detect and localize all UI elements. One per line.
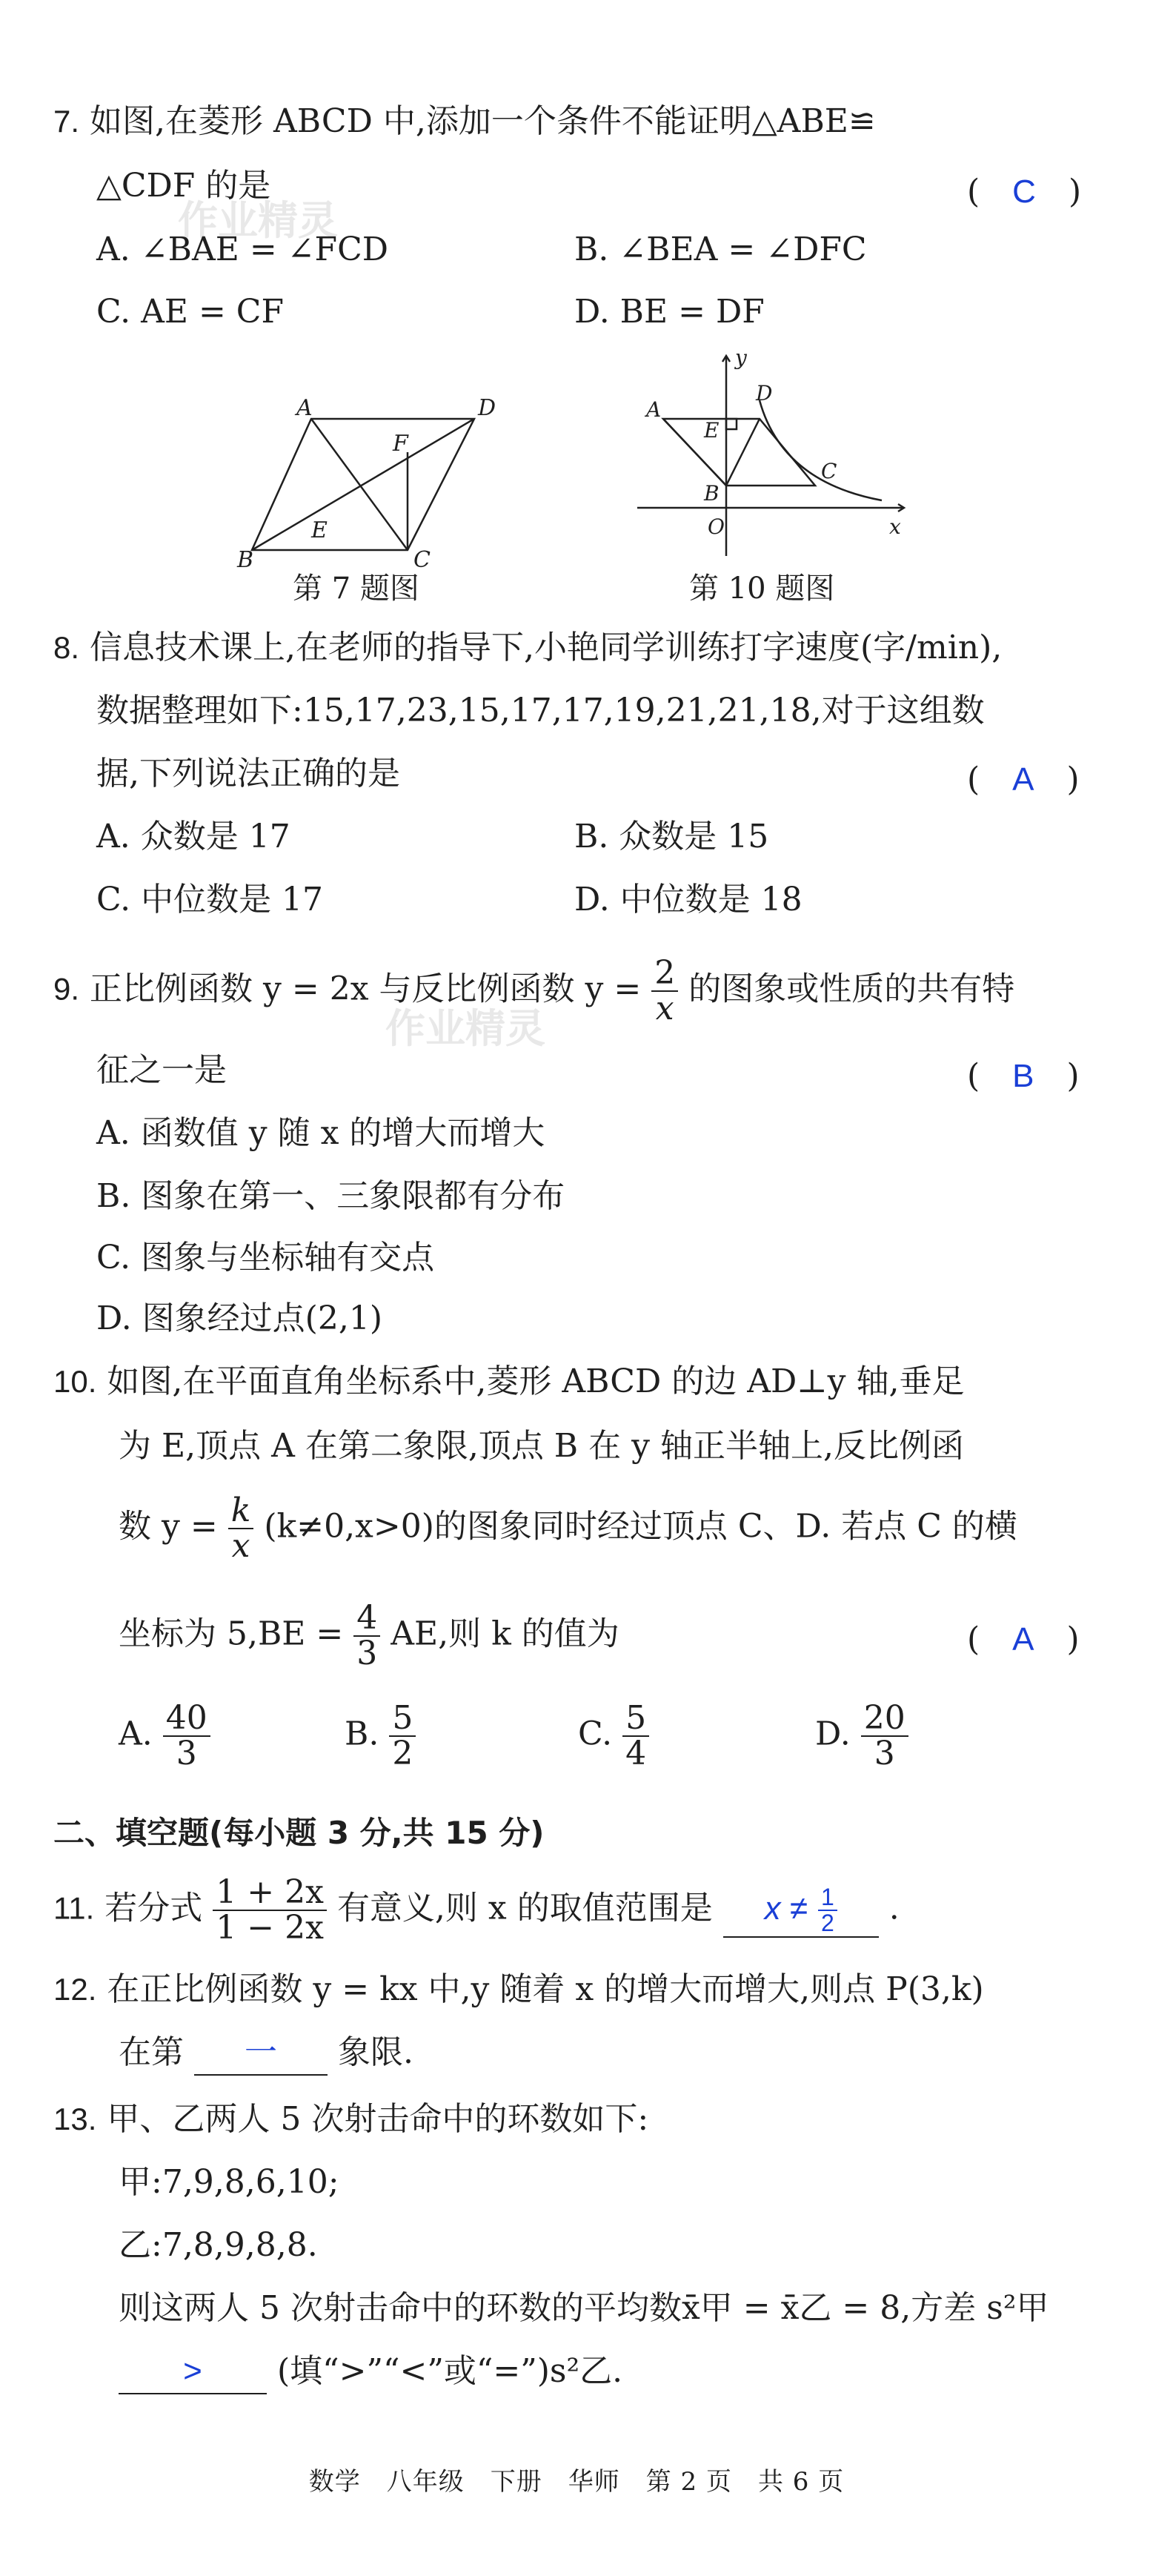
question-text: AE,则 k 的值为: [391, 1615, 619, 1653]
label-a: A: [296, 395, 313, 421]
question-text: 征之一是: [96, 1051, 227, 1089]
watermark: 作业精灵: [385, 1005, 545, 1052]
option-d: D. BE = DF: [574, 293, 765, 331]
question-text: (填“>”“<”或“=”)s²乙.: [277, 2352, 623, 2390]
label-b: B: [237, 547, 254, 573]
option-a: A. 函数值 y 随 x 的增大而增大: [96, 1114, 545, 1152]
question-text: 正比例函数 y = 2x 与反比例函数 y =: [90, 970, 642, 1008]
fraction: $\frac{1 + 2x}{1 - 2x}$: [213, 1875, 327, 1945]
question-number: 11.: [53, 1890, 95, 1926]
answer-bracket: ( B ): [967, 1057, 1080, 1095]
question-text: 有意义,则 x 的取值范围是: [336, 1889, 713, 1927]
figure-7-caption: 第 7 题图: [293, 572, 419, 606]
option-a: A. $\frac{40}{3}$: [119, 1701, 210, 1771]
watermark: 作业精灵: [178, 197, 338, 244]
question-text: 据,下列说法正确的是: [96, 755, 400, 792]
label-b: B: [704, 481, 720, 506]
question-text: 在正比例函数 y = kx 中,y 随着 x 的增大而增大,则点 P(3,k): [107, 1970, 984, 2008]
question-text: (k≠0,x>0)的图象同时经过顶点 C、D. 若点 C 的横: [264, 1507, 1017, 1546]
answer-bracket: ( C ): [967, 173, 1082, 211]
question-text: 甲、乙两人 5 次射击命中的环数如下:: [107, 2100, 649, 2138]
label-d: D: [478, 395, 496, 421]
label-c: C: [821, 459, 837, 483]
answer-blank: [723, 1885, 879, 1938]
data-row-yi: 乙:7,8,9,8,8.: [119, 2226, 318, 2264]
option-c: C. $\frac{5}{4}$: [578, 1701, 649, 1771]
answer-blank: [194, 2031, 328, 2076]
answer-text: B: [1012, 1058, 1034, 1094]
answer-bracket: ( A ): [967, 761, 1080, 798]
question-number: 8.: [53, 630, 80, 665]
figure-10-coordinate: [630, 348, 926, 563]
question-number: 12.: [53, 1972, 97, 2007]
option-c: C. 图象与坐标轴有交点: [96, 1239, 435, 1277]
answer-text: x ≠: [764, 1890, 808, 1927]
answer-blank: [119, 2350, 267, 2394]
question-text: 在第: [119, 2033, 184, 2071]
question-text: 如图,在平面直角坐标系中,菱形 ABCD 的边 AD⊥y 轴,垂足: [107, 1363, 965, 1400]
section-title: 二、填空题(每小题 3 分,共 15 分): [53, 1815, 545, 1851]
option-b: B. 图象在第一、三象限都有分布: [96, 1177, 565, 1215]
question-text: 为 E,顶点 A 在第二象限,顶点 B 在 y 轴正半轴上,反比例函: [119, 1427, 964, 1465]
option-a: A. 众数是 17: [96, 818, 290, 855]
question-text: 信息技术课上,在老师的指导下,小艳同学训练打字速度(字/min),: [90, 629, 1003, 666]
label-o: O: [708, 514, 725, 539]
question-text: 则这两人 5 次射击命中的环数的平均数x̄甲 = x̄乙 = 8,方差 s²甲: [119, 2289, 1049, 2327]
figure-10-caption: 第 10 题图: [689, 572, 835, 606]
option-b: B. $\frac{5}{2}$: [345, 1701, 416, 1771]
answer-text: A: [1012, 1621, 1034, 1658]
label-d: D: [756, 381, 773, 405]
label-x: x: [889, 514, 901, 539]
answer-text: C: [1012, 173, 1036, 210]
question-number: 7.: [53, 104, 80, 139]
fraction: $\frac{2}{x}$: [651, 956, 678, 1026]
label-c: C: [413, 547, 431, 573]
fraction: $\frac{4}{3}$: [353, 1601, 380, 1671]
fraction: $\frac{k}{x}$: [228, 1494, 254, 1563]
answer-fraction: $\frac{1}{2}$: [818, 1885, 837, 1936]
question-text: 数据整理如下:15,17,23,15,17,17,19,21,21,18,对于这组数: [96, 692, 985, 729]
answer-text: >: [183, 2353, 202, 2389]
option-c: C. AE = CF: [96, 293, 284, 331]
option-c: C. 中位数是 17: [96, 881, 324, 918]
option-a: A. ∠BAE = ∠FCD: [96, 231, 389, 268]
question-number: 13.: [53, 2102, 97, 2136]
data-row-jia: 甲:7,9,8,6,10;: [119, 2163, 339, 2201]
question-text: 若分式: [104, 1889, 203, 1927]
question-text: △CDF 的是: [96, 167, 271, 205]
page-footer: 数学 八年级 下册 华师 第 2 页 共 6 页: [308, 2467, 845, 2497]
option-d: D. 图象经过点(2,1): [96, 1299, 382, 1337]
option-b: B. 众数是 15: [574, 818, 769, 855]
answer-text: A: [1012, 761, 1034, 798]
question-text: 坐标为 5,BE =: [119, 1615, 344, 1653]
option-d: D. $\frac{20}{3}$: [815, 1701, 908, 1771]
option-b: B. ∠BEA = ∠DFC: [574, 231, 867, 268]
label-e: E: [704, 418, 720, 443]
option-d: D. 中位数是 18: [574, 881, 803, 918]
answer-bracket: ( A ): [967, 1620, 1080, 1658]
question-11: 11. 若分式 $\frac{1 + 2x}{1 - 2x}$ 有意义,则 x 的取值范围是 x ≠ $\frac{1}{2}$ .: [53, 1873, 900, 1947]
question-text: 数 y =: [119, 1507, 218, 1546]
label-y: y: [735, 348, 747, 370]
figure-7-rhombus: [222, 385, 519, 578]
label-e: E: [311, 517, 328, 543]
label-a: A: [646, 397, 662, 422]
question-number: 9.: [53, 971, 80, 1007]
question-text: 如图,在菱形 ABCD 中,添加一个条件不能证明△ABE≌: [90, 102, 876, 140]
question-number: 10.: [53, 1364, 97, 1399]
answer-text: 一: [245, 2034, 277, 2070]
question-text: 象限.: [338, 2033, 413, 2071]
question-text: 的图象或性质的共有特: [688, 970, 1015, 1008]
label-f: F: [393, 431, 408, 457]
